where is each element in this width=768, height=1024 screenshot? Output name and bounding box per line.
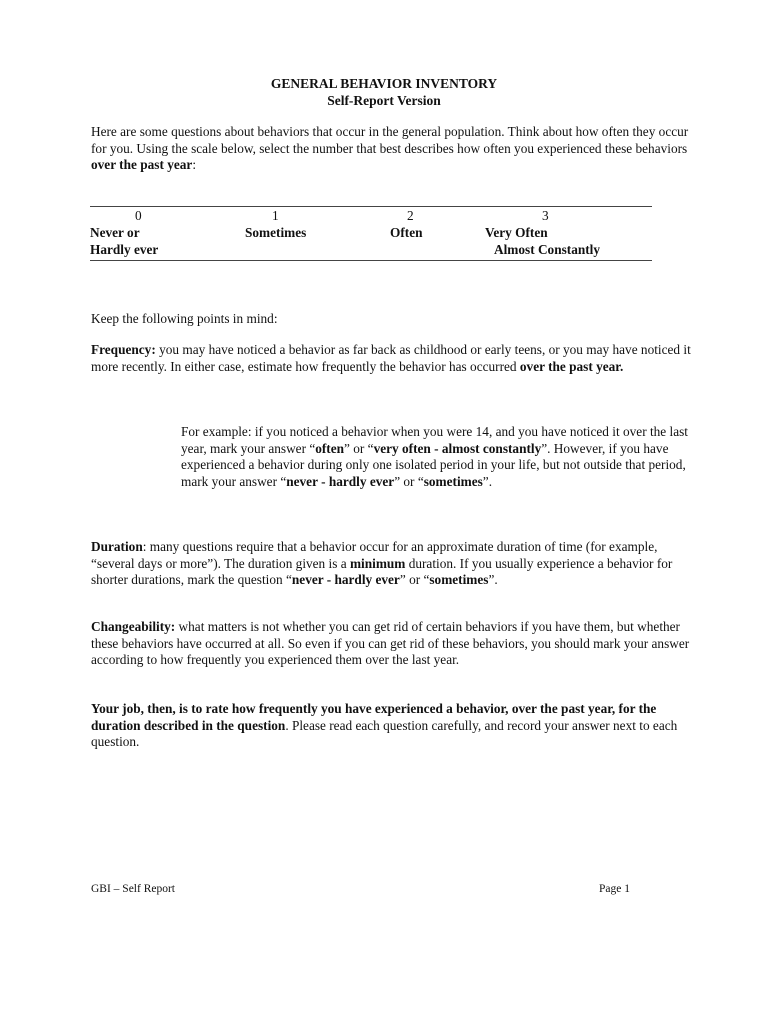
changeability-paragraph bbox=[91, 619, 691, 669]
scale-number-3: 3 bbox=[542, 208, 549, 223]
example-text-4: ” or “ bbox=[394, 473, 424, 489]
example-text-1: For example: if you noticed a behavior when you were 14, and you have noticed it over the last year, mark your answer “ bbox=[181, 424, 688, 456]
page-title: GENERAL BEHAVIOR INVENTORY bbox=[270, 76, 498, 91]
scale-number-1: 1 bbox=[272, 208, 279, 223]
intro-emphasis: over the past year bbox=[91, 157, 193, 172]
example-paragraph bbox=[181, 424, 691, 490]
job-emphasis: Your job, then, is to rate how frequently you have experienced a behavior, over the past year, for the duration described in the question bbox=[91, 701, 657, 733]
changeability-heading: Changeability: bbox=[91, 619, 176, 634]
scale-label-2: Often bbox=[390, 225, 423, 240]
intro-paragraph bbox=[91, 124, 691, 174]
scale-number-2: 2 bbox=[407, 208, 414, 223]
example-text-5: ”. bbox=[482, 473, 493, 489]
duration-text-2: duration. If you usually experience a behavior for shorter durations, mark the question “ bbox=[91, 555, 673, 587]
duration-bold-3: sometimes bbox=[429, 572, 489, 587]
duration-text-4: ”. bbox=[488, 572, 498, 587]
duration-text-1: : many questions require that a behavior occur for an approximate duration of time (for example, “several days or more”). The duration given is a bbox=[91, 539, 658, 571]
scale-label-0-line2: Hardly ever bbox=[90, 242, 159, 257]
job-text: . Please read each question carefully, and record your answer next to each question. bbox=[91, 717, 678, 749]
scale-label-3-line2: Almost Constantly bbox=[494, 242, 601, 257]
example-bold-1: often bbox=[315, 440, 345, 456]
example-text-3: ”. However, if you have experienced a behavior during only one isolated period in your life, but not outside that period, mark your answer “ bbox=[181, 440, 686, 489]
intro-end: : bbox=[192, 157, 197, 172]
footer-page-number: Page 1 bbox=[599, 883, 630, 895]
example-text-2: ” or “ bbox=[344, 440, 374, 456]
frequency-heading: Frequency: bbox=[91, 342, 156, 357]
scale-label-3-line1: Very Often bbox=[485, 225, 548, 240]
duration-text-3: ” or “ bbox=[399, 572, 430, 587]
duration-bold-1: minimum bbox=[349, 555, 406, 571]
scale-number-0: 0 bbox=[135, 208, 142, 223]
frequency-emphasis: over the past year. bbox=[519, 358, 624, 374]
duration-heading: Duration bbox=[91, 539, 143, 554]
rating-scale bbox=[90, 206, 652, 261]
frequency-paragraph bbox=[91, 342, 691, 375]
duration-paragraph bbox=[91, 539, 691, 589]
example-bold-2: very often - almost constantly bbox=[373, 440, 542, 456]
changeability-text: what matters is not whether you can get rid of certain behaviors if you have them, but whether these behaviors have occurred at all. So even if you can get rid of these behaviors, you should mark your answer according to how frequently you experienced them over the last year. bbox=[91, 619, 690, 667]
intro-text: Here are some questions about behaviors that occur in the general population. Think about how often they occur for you. Using the scale below, select the number that best describes how often you experienced these behaviors bbox=[91, 124, 689, 156]
duration-bold-2: never - hardly ever bbox=[291, 572, 400, 587]
job-paragraph bbox=[91, 701, 691, 751]
frequency-text: you may have noticed a behavior as far back as childhood or early teens, or you may have noticed it more recently. In either case, estimate how frequently the behavior has occurred bbox=[91, 342, 691, 374]
example-bold-3: never - hardly ever bbox=[286, 473, 395, 489]
example-bold-4: sometimes bbox=[423, 473, 483, 489]
page-subtitle: Self-Report Version bbox=[327, 93, 441, 108]
keep-in-mind-text: Keep the following points in mind: bbox=[91, 311, 278, 326]
scale-label-0-line1: Never or bbox=[90, 225, 140, 240]
footer-document-name: GBI – Self Report bbox=[91, 883, 176, 895]
scale-label-1: Sometimes bbox=[245, 225, 307, 240]
